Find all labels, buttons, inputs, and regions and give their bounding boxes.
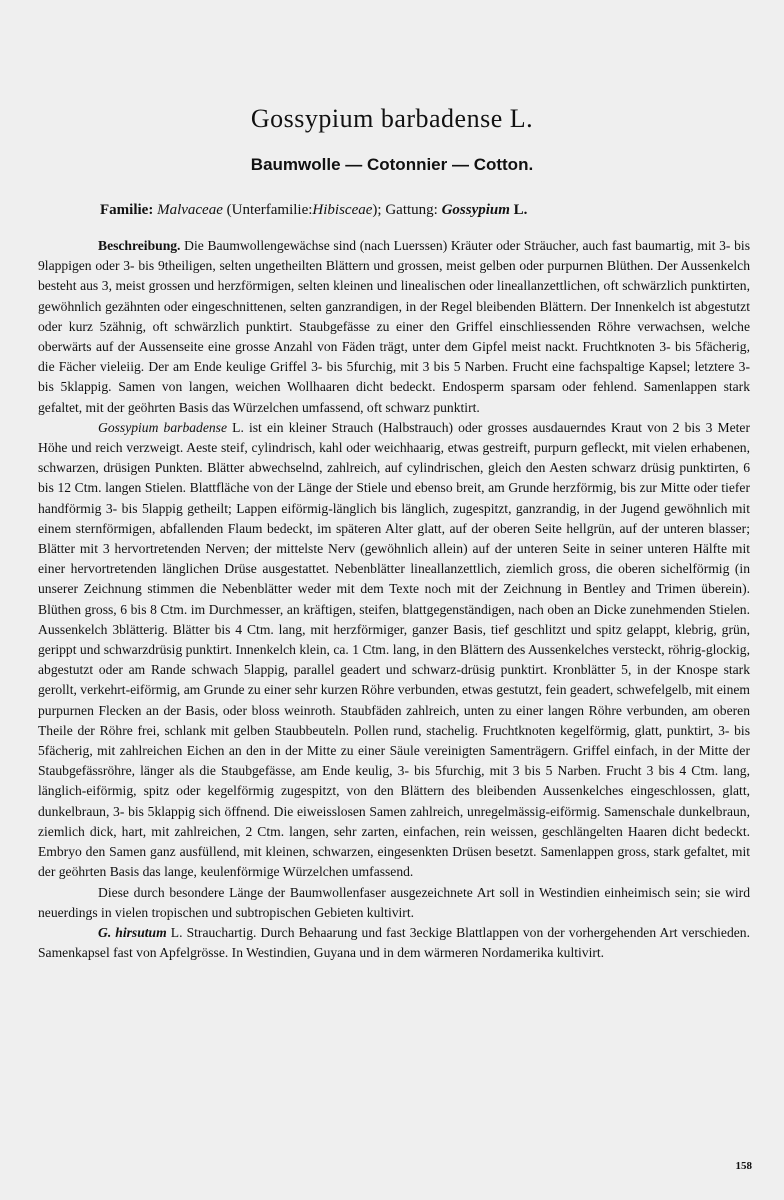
body-text [38,236,750,963]
paragraph-hirsutum [38,923,750,963]
family-line [100,202,527,219]
beschreibung-text: Die Baumwollengewächse sind (nach Luerssen) Kräuter oder Sträucher, auch fast baumartig, mit 3- bis 9lappigen oder 3- bis 9theiligen, selten ungetheilten Blättern und grossen, meist gelben oder purpurnen Blüthen. Der Aussenkelch besteht aus 3, meist grossen und herzförmigen, selten kleinen und linealischen oder lineallanzettlichen, oft schwärzlich punktirten, gewöhnlich gezähnten oder eingeschnittenen, selten ganzrandigen, in der Regel bleibenden Blättern. Der Innenkelch ist abgestutzt oder kurz 5zähnig, oft schwärzlich punktirt. Staubgefässe zu einer den Griffel einschliessenden Röhre verwachsen, welche oberwärts auf der Aussenseite eine grosse Anzahl von Fäden trägt, unter dem Gipfel meist nackt. Fruchtknoten 3- bis 5fächerig, die Fächer vieleiig. Der am Ende keulige Griffel 3- bis 5furchig, mit 3 bis 5 Narben. Frucht eine fachspaltige Kapsel; letztere 3- bis 5klappig. Samen von langen, weichen Wollhaaren dicht bedeckt. Endosperm sparsam oder fehlend. Samenlappen stark gefaltet, mit der geöhrten Basis das Würzelchen umfassend, oft schwarz punktirt. [38,238,751,415]
family-name: Malvaceae [157,202,223,218]
subfamily-close: ); [372,202,382,218]
species-name: Gossypium barbadense [98,419,227,435]
paragraph-beschreibung [38,236,750,418]
subfamily-open: (Unterfamilie: [226,202,313,218]
page-title: Gossypium barbadense L. [250,104,534,133]
hirsutum-name: G. hirsutum [98,924,167,940]
beschreibung-label: Beschreibung. [98,238,181,253]
paragraph-westindien [38,883,750,923]
page-subtitle: Baumwolle — Cotonnier — Cotton. [250,155,534,174]
page-number: 158 [735,1160,752,1172]
gattung-label: Gattung: [385,202,438,218]
familie-label: Familie: [100,202,154,218]
hirsutum-text: L. Strauchartig. Durch Behaarung und fast 3eckige Blattlappen von der vorhergehenden Art verschieden. Samenkapsel fast von Apfelgrösse. In Westindien, Guyana und in dem wärmeren Nordamerika kultivirt. [38,924,750,961]
genus-author: L. [513,202,528,218]
paragraph-species [38,418,750,883]
subfamily-name: Hibisceae [312,202,373,218]
westindien-text: Diese durch besondere Länge der Baumwollenfaser ausgezeichnete Art soll in Westindien einheimisch sein; sie wird neuerdings in vielen tropischen und subtropischen Gebieten kultivirt. [38,884,750,920]
genus-name: Gossypium [441,202,510,218]
species-text: L. ist ein kleiner Strauch (Halbstrauch) oder grosses ausdauerndes Kraut von 2 bis 3 Meter Höhe und reich verzweigt. Aeste steif, cylindrisch, kahl oder weichhaarig, etwas gestreift, purpurn gefleckt, mit vielen erhabenen, schwarzen, drüsigen Punkten. Blätter abwechselnd, zahlreich, auf cylindrischen, gleich den Aesten schwarz drüsig punktirten, 6 bis 12 Ctm. langen Stielen. Blattfläche von der Länge der Stiele und ebenso breit, am Grunde herzförmig, bis zur Mitte oder tiefer handförmig 3- bis 5lappig getheilt; Lappen eiförmig-länglich bis länglich, zugespitzt, ganzrandig, in der Jugend gewöhnlich mit einem sternförmigen, abfallenden Flaum bedeckt, im späteren Alter glatt, auf der oberen Seite hellgrün, auf der unteren blasser; Blätter mit 3 hervortretenden Nerven; der mittelste Nerv (gewöhnlich allein) auf der unteren Seite in seiner unteren Hälfte mit einer hervortretenden länglichen Drüse ausgestattet. Nebenblätter lineallanzettlich, ziemlich gross, die oberen sichelförmig (in unserer Zeichnung stimmen die Nebenblätter weder mit dem Texte noch mit der Zeichnung in Bentley and Trimen überein). Blüthen gross, 6 bis 8 Ctm. im Durchmesser, an kräftigen, steifen, blattgegenständigen, nach oben an Dicke zunehmenden Stielen. Aussenkelch 3blätterig. Blätter bis 4 Ctm. lang, mit herzförmiger, ganzer Basis, tief geschlitzt und spitz gelappt, klebrig, grün, gerippt und schwarzdrüsig punktirt. Innenkelch klein, ca. 1 Ctm. lang, in den Blättern des Aussenkelches versteckt, röhrig-glockig, abgestutzt oder am Rande schwach 5lappig, parallel geadert und schwarz-drüsig punktirt. Kronblätter 5, in der Knospe stark gerollt, verkehrt-eiförmig, am Grunde zu einer sehr kurzen Röhre verbunden, etwas gestutzt, fein geadert, schwefelgelb, mit einem purpurnen Flecken an der Basis, oder bloss weinroth. Staubfäden zahlreich, unten zu einer langen Röhre verbunden, am oberen Theile der Röhre frei, schlank mit gelben Staubbeuteln. Pollen rund, stachelig. Fruchtknoten kegelförmig, glatt, punktirt, 3- bis 5fächerig, mit zahlreichen Eichen an den in der Mitte zu einer Säule vereinigten Samenträgern. Griffel einfach, in der Mitte der Staubgefässröhre, länger als die Staubgefässe, am Ende keulig, 3- bis 5furchig, mit 3 bis 5 Narben. Frucht 3 bis 4 Ctm. lang, länglich-eiförmig, spitz oder kegelförmig zugespitzt, von den Blättern des bleibenden Aussenkelches eingeschlossen, glatt, dunkelbraun, 3- bis 5klappig sich öffnend. Die eiweisslosen Samen zahlreich, unregelmässig-eiförmig. Samenschale dunkelbraun, ziemlich dick, hart, mit zahlreichen, 2 Ctm. langen, sehr zarten, einfachen, rein weissen, geschlängelten Haaren dicht bedeckt. Embryo den Samen ganz ausfüllend, mit kleinen, schwarzen, eingesenkten Drüsen besetzt. Samenlappen gross, stark gefaltet, mit der geöhrten Basis das lange, keulenförmige Würzelchen umfassend. [38,419,750,880]
